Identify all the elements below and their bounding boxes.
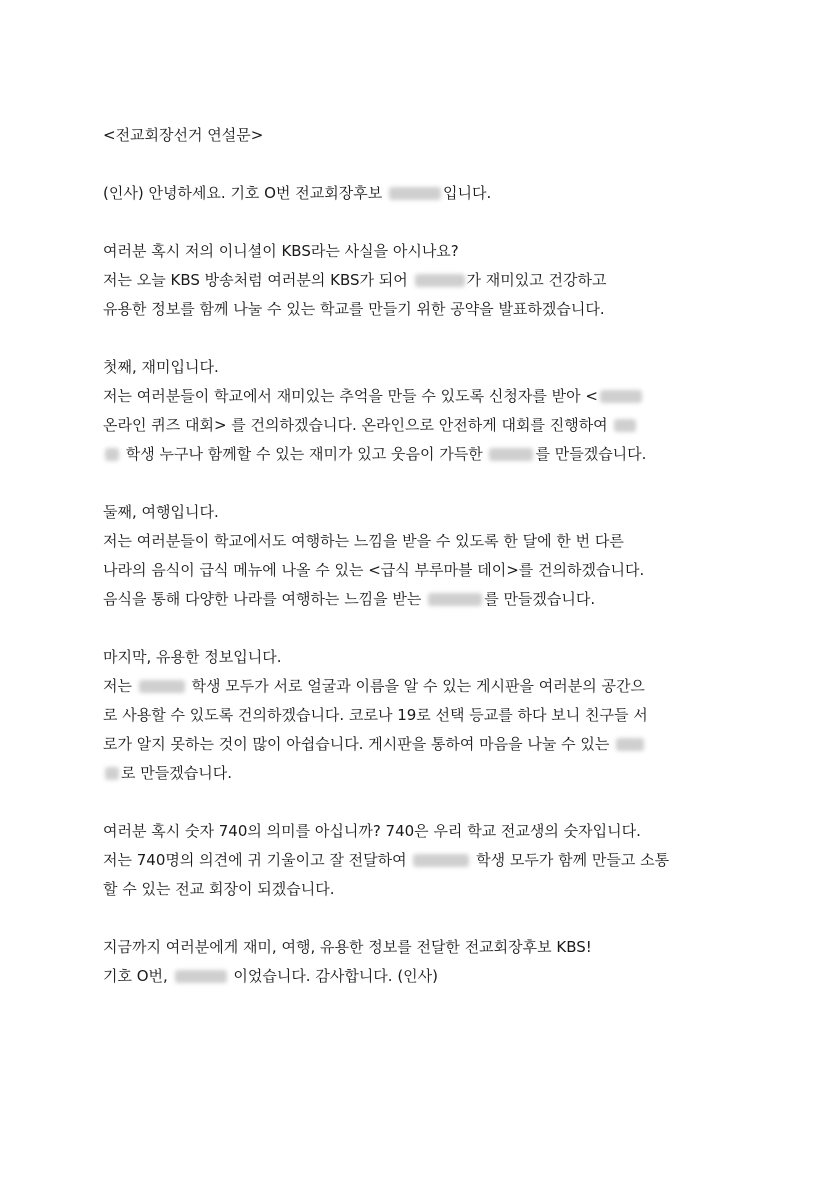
last-pledge-line-3	[103, 730, 743, 759]
redacted-school-name	[105, 767, 119, 780]
closing-line-2-b: 이었습니다. 감사합니다. (인사)	[228, 967, 439, 985]
redacted-school-name	[614, 419, 636, 432]
first-pledge-line-3	[103, 440, 743, 469]
speech-document	[103, 121, 743, 991]
second-pledge-heading: 둘째, 여행입니다.	[103, 503, 219, 521]
first-pledge-line-1-text: 저는 여러분들이 학교에서 재미있는 추억을 만들 수 있도록 신청자를 받아 <	[103, 387, 598, 405]
second-pledge-line-3-a: 음식을 통해 다양한 나라를 여행하는 느낌을 받는	[103, 590, 427, 608]
intro-line-2-b: 가 재미있고 건강하고	[466, 271, 607, 289]
number-line-2	[103, 846, 743, 875]
blank-line	[103, 614, 743, 643]
number-line-3: 할 수 있는 전교 회장이 되겠습니다.	[103, 880, 335, 898]
closing-line-2	[103, 962, 743, 991]
number-line-2-a: 저는 740명의 의견에 귀 기울이고 잘 전달하여	[103, 851, 412, 869]
intro-line-2	[103, 266, 743, 295]
blank-line	[103, 324, 743, 353]
greeting-text: (인사) 안녕하세요. 기호 O번 전교회장후보	[103, 184, 387, 202]
second-pledge-line-1: 저는 여러분들이 학교에서도 여행하는 느낌을 받을 수 있도록 한 달에 한 번 다른	[103, 532, 624, 550]
last-pledge-line-1-b: 학생 모두가 서로 얼굴과 이름을 알 수 있는 게시판을 여러분의 공간으	[186, 677, 645, 695]
first-pledge-line-2-text: 온라인 퀴즈 대회> 를 건의하겠습니다. 온라인으로 안전하게 대회를 진행하여	[103, 416, 613, 434]
redacted-school-name	[600, 390, 642, 403]
closing-line-1: 지금까지 여러분에게 재미, 여행, 유용한 정보를 전달한 전교회장후보 KBS!	[103, 938, 592, 956]
redacted-school-name	[616, 738, 644, 751]
closing-line-2-a: 기호 O번,	[103, 967, 173, 985]
redacted-name	[389, 187, 441, 200]
blank-line	[103, 150, 743, 179]
greeting-end-text: 입니다.	[442, 184, 492, 202]
document-title: <전교회장선거 연설문>	[103, 126, 264, 144]
second-pledge-line-3	[103, 585, 743, 614]
redacted-name	[175, 970, 227, 983]
intro-line-3: 유용한 정보를 함께 나눌 수 있는 학교를 만들기 위한 공약을 발표하겠습니다.	[103, 300, 605, 318]
blank-line	[103, 469, 743, 498]
redacted-school-name	[428, 593, 482, 606]
last-pledge-heading: 마지막, 유용한 정보입니다.	[103, 648, 282, 666]
first-pledge-heading: 첫째, 재미입니다.	[103, 358, 219, 376]
redacted-school-name	[415, 274, 465, 287]
last-pledge-line-2: 로 사용할 수 있도록 건의하겠습니다. 코로나 19로 선택 등교를 하다 보니 친구들 서	[103, 706, 648, 724]
greeting-line	[103, 179, 743, 208]
number-line-1: 여러분 혹시 숫자 740의 의미를 아십니까? 740은 우리 학교 전교생의 숫자입니다.	[103, 822, 641, 840]
last-pledge-line-4-text: 로 만들겠습니다.	[121, 764, 232, 782]
first-pledge-line-3-b: 를 만들겠습니다.	[535, 445, 647, 463]
first-pledge-line-2	[103, 411, 743, 440]
intro-line-2-a: 저는 오늘 KBS 방송처럼 여러분의 KBS가 되어	[103, 271, 413, 289]
first-pledge-line-3-a: 학생 누구나 함께할 수 있는 재미가 있고 웃음이 가득한	[121, 445, 488, 463]
blank-line	[103, 904, 743, 933]
intro-line-1: 여러분 혹시 저의 이니셜이 KBS라는 사실을 아시나요?	[103, 242, 459, 260]
blank-line	[103, 788, 743, 817]
number-line-2-b: 학생 모두가 함께 만들고 소통	[471, 851, 670, 869]
redacted-school-name	[489, 448, 533, 461]
last-pledge-line-1-a: 저는	[103, 677, 137, 695]
last-pledge-line-4	[103, 759, 743, 788]
second-pledge-line-2: 나라의 음식이 급식 메뉴에 나올 수 있는 <급식 부루마블 데이>를 건의하겠습니다.	[103, 561, 645, 579]
redacted-school-name	[105, 448, 119, 461]
second-pledge-line-3-b: 를 만들겠습니다.	[484, 590, 596, 608]
last-pledge-line-1	[103, 672, 743, 701]
blank-line	[103, 208, 743, 237]
first-pledge-line-1	[103, 382, 743, 411]
redacted-school-name	[139, 680, 185, 693]
last-pledge-line-3-text: 로가 알지 못하는 것이 많이 아쉽습니다. 게시판을 통하여 마음을 나눌 수 있는	[103, 735, 615, 753]
redacted-school-name	[413, 854, 469, 867]
